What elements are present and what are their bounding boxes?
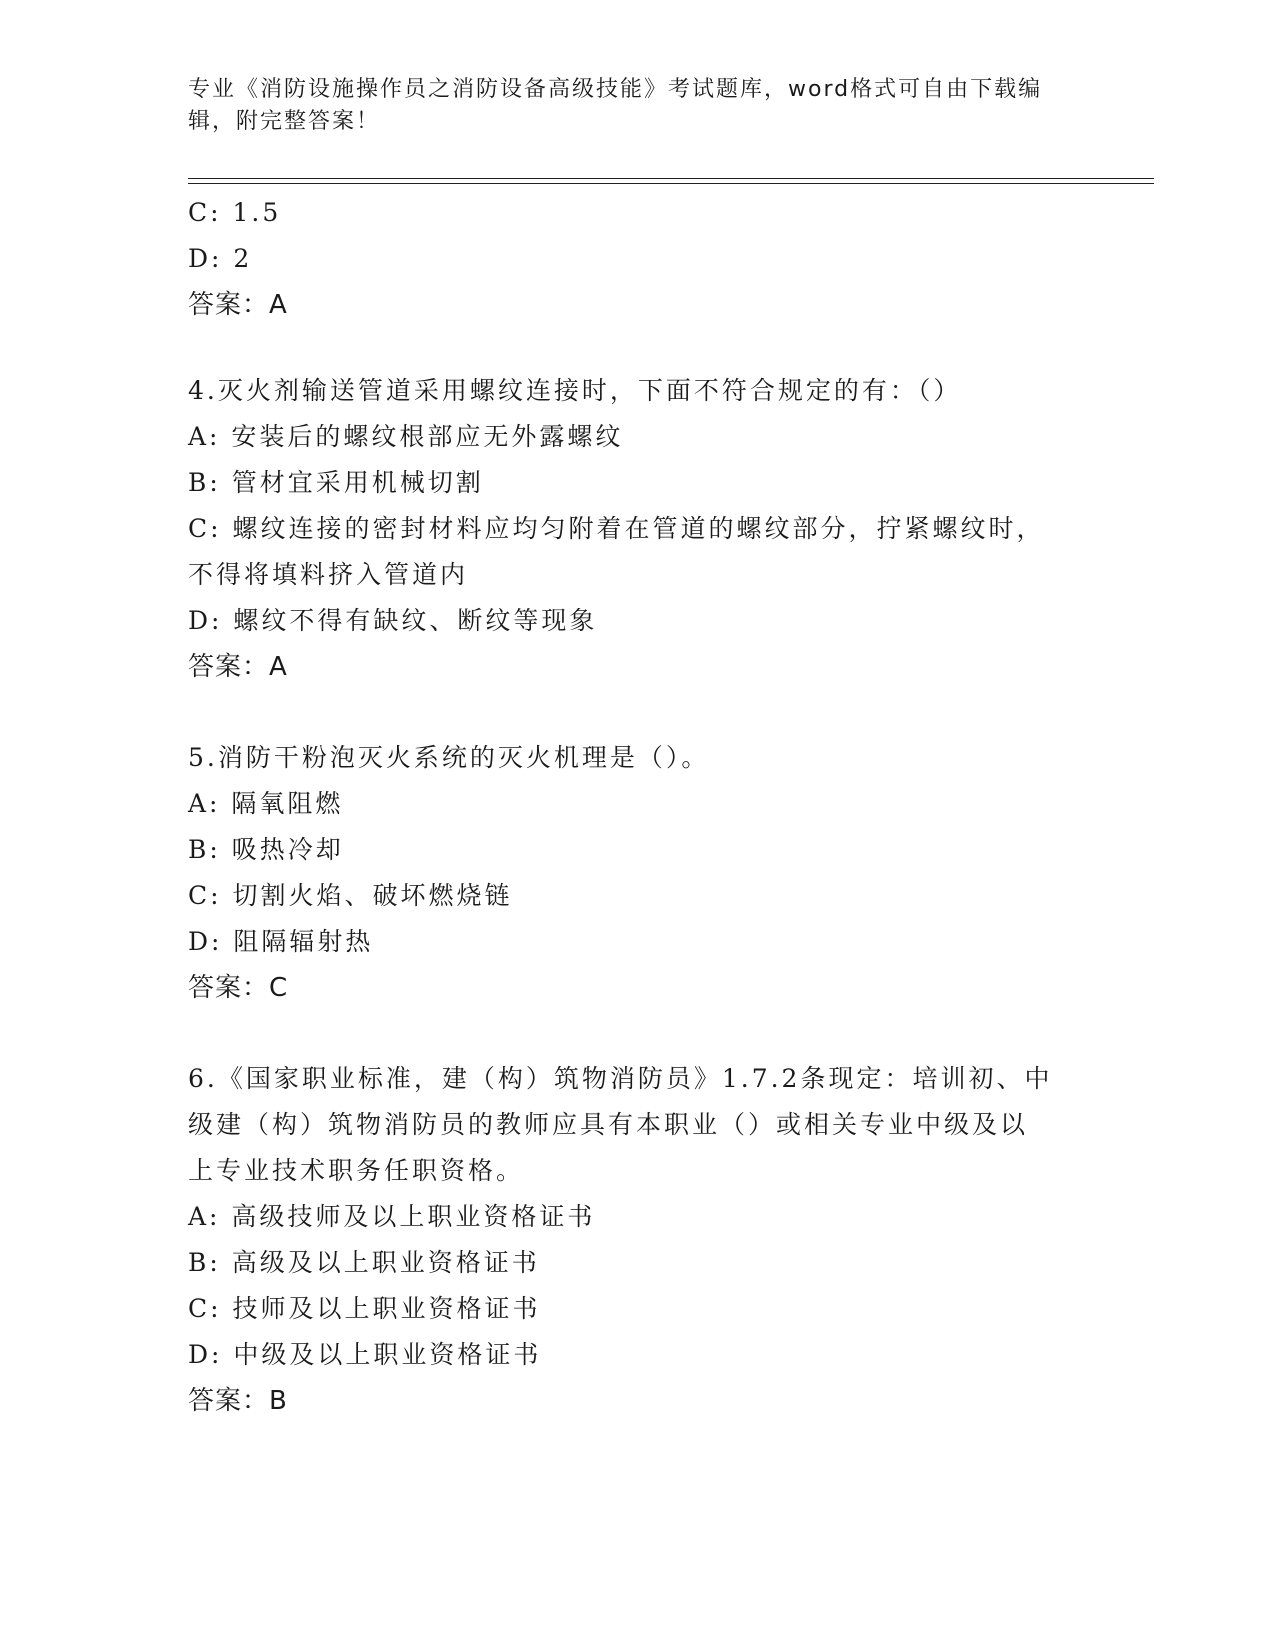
option-a: A: 隔氧阻燃 xyxy=(188,789,344,818)
question-content xyxy=(188,190,1088,1424)
option-c: C: 切割火焰、破坏燃烧链 xyxy=(188,881,513,910)
answer: 答案：A xyxy=(188,652,288,682)
question-4 xyxy=(188,368,1088,690)
question-text-continued: 级建（构）筑物消防员的教师应具有本职业（）或相关专业中级及以 xyxy=(188,1110,1029,1139)
question-3-tail xyxy=(188,190,1088,328)
option-c: C: 1.5 xyxy=(188,198,282,227)
option-a: A: 安装后的螺纹根部应无外露螺纹 xyxy=(188,422,624,451)
question-5 xyxy=(188,735,1088,1011)
option-b: B: 管材宜采用机械切割 xyxy=(188,468,484,497)
question-text-continued: 上专业技术职务任职资格。 xyxy=(188,1156,525,1185)
option-c: C: 技师及以上职业资格证书 xyxy=(188,1294,541,1323)
option-a: A: 高级技师及以上职业资格证书 xyxy=(188,1202,596,1231)
option-d: D: 阻隔辐射热 xyxy=(188,927,374,956)
option-c-continued: 不得将填料挤入管道内 xyxy=(188,560,469,589)
option-c: C: 螺纹连接的密封材料应均匀附着在管道的螺纹部分，拧紧螺纹时， xyxy=(188,514,1045,543)
header-divider-top xyxy=(188,178,1154,179)
document-header xyxy=(188,74,1088,138)
question-6 xyxy=(188,1056,1088,1424)
option-d: D: 2 xyxy=(188,244,253,273)
header-divider-bottom xyxy=(188,183,1154,184)
header-line-2: 辑，附完整答案！ xyxy=(188,109,381,134)
option-b: B: 高级及以上职业资格证书 xyxy=(188,1248,540,1277)
question-text: 5.消防干粉泡灭火系统的灭火机理是（）。 xyxy=(188,743,710,772)
answer: 答案：B xyxy=(188,1386,288,1416)
option-b: B: 吸热冷却 xyxy=(188,835,344,864)
option-d: D: 螺纹不得有缺纹、断纹等现象 xyxy=(188,606,598,635)
answer: 答案：C xyxy=(188,973,289,1003)
header-line-1: 专业《消防设施操作员之消防设备高级技能》考试题库，word格式可自由下载编 xyxy=(188,77,1043,102)
question-text: 6.《国家职业标准，建（构）筑物消防员》1.7.2条现定：培训初、中 xyxy=(188,1064,1053,1093)
question-text: 4.灭火剂输送管道采用螺纹连接时，下面不符合规定的有：（） xyxy=(188,376,962,405)
answer: 答案：A xyxy=(188,290,288,320)
option-d: D: 中级及以上职业资格证书 xyxy=(188,1340,542,1369)
